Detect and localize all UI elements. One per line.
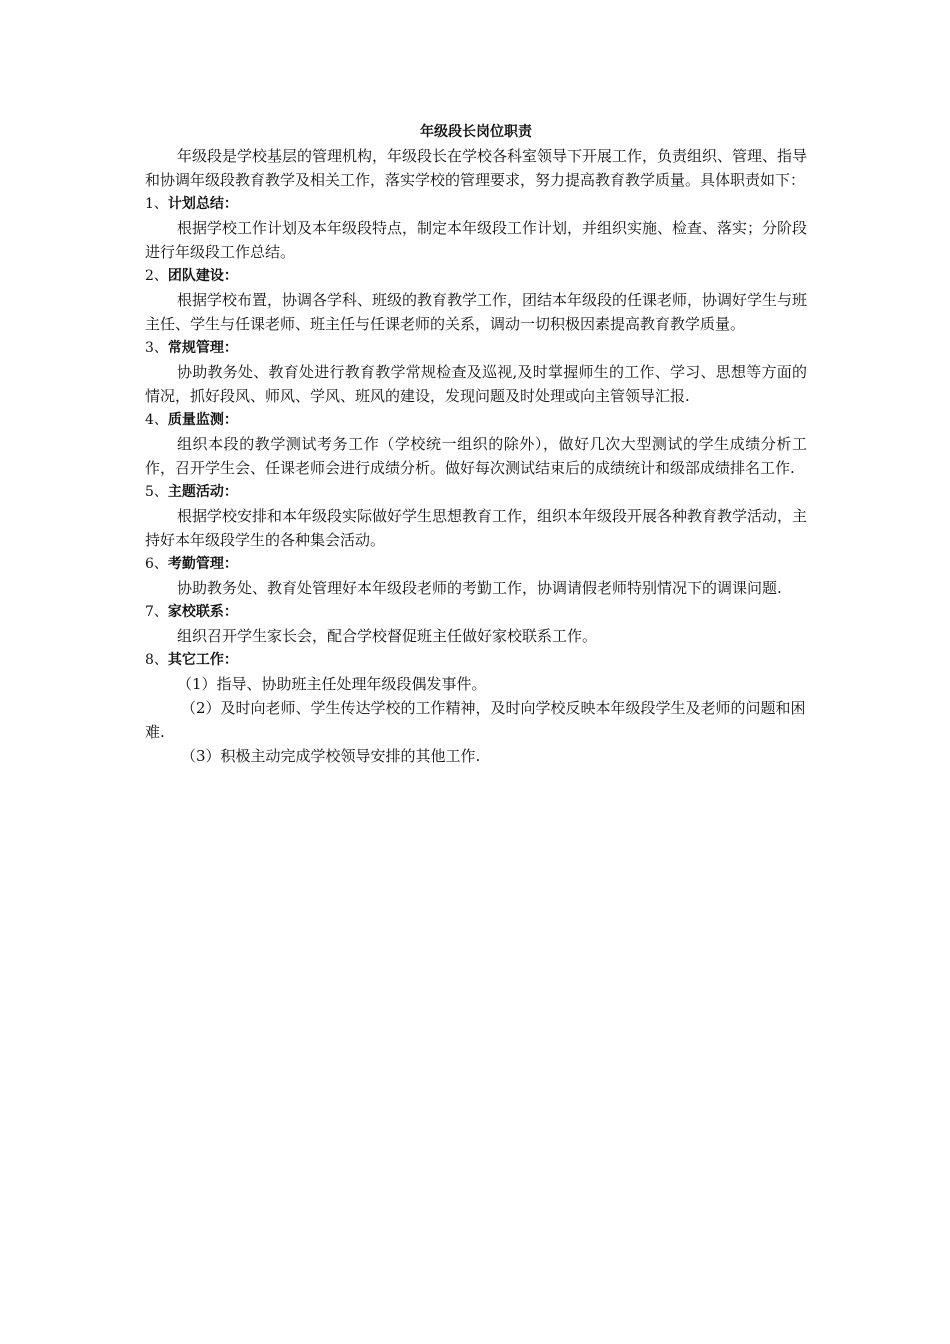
list-item: （3）积极主动完成学校领导安排的其他工作. <box>181 747 481 765</box>
section-heading <box>145 264 807 288</box>
section-title: 主题活动： <box>167 484 238 500</box>
intro-paragraph: 年级段是学校基层的管理机构，年级段长在学校各科室领导下开展工作，负责组织、管理、指导和协调年级段教育教学及相关工作，落实学校的管理要求，努力提高教育教学质量。具体职责如下： <box>145 147 808 189</box>
section-body: 协助教务处、教育处管理好本年级段老师的考勤工作，协调请假老师特别情况下的调课问题. <box>177 579 782 597</box>
section-team-building <box>145 264 807 336</box>
section-body: 组织本段的教学测试考务工作（学校统一组织的除外），做好几次大型测试的学生成绩分析工作，召开学生会、任课老师会进行成绩分析。做好每次测试结束后的成绩统计和级部成绩排名工作. <box>145 435 807 477</box>
document-title: 年级段长岗位职责 <box>420 124 532 140</box>
section-attendance-management <box>145 552 807 600</box>
section-number: 2、 <box>145 268 168 284</box>
section-routine-management <box>145 336 807 408</box>
section-title: 团队建设： <box>167 268 238 284</box>
section-title: 计划总结： <box>167 196 238 212</box>
section-number: 1、 <box>145 196 168 212</box>
section-heading <box>145 648 807 672</box>
section-heading <box>145 480 807 504</box>
section-number: 8、 <box>145 652 168 668</box>
section-heading <box>145 336 807 360</box>
section-heading <box>145 192 807 216</box>
section-heading <box>145 600 807 624</box>
section-heading <box>145 408 807 432</box>
section-number: 3、 <box>145 340 168 356</box>
section-title: 质量监测： <box>167 412 238 428</box>
list-item: （2）及时向老师、学生传达学校的工作精神，及时向学校反映本年级段学生及老师的问题和困难. <box>145 699 806 741</box>
section-body: 协助教务处、教育处进行教育教学常规检查及巡视,及时掌握师生的工作、学习、思想等方面的情况，抓好段风、师风、学风、班风的建设，发现问题及时处理或向主管领导汇报. <box>145 363 807 405</box>
section-title: 常规管理： <box>167 340 238 356</box>
section-body: 根据学校安排和本年级段实际做好学生思想教育工作，组织本年级段开展各种教育教学活动，主持好本年级段学生的各种集会活动。 <box>145 507 808 549</box>
section-home-school-contact <box>145 600 807 648</box>
section-other-work <box>145 648 807 768</box>
section-heading <box>145 552 807 576</box>
section-quality-monitoring <box>145 408 807 480</box>
list-item: （1）指导、协助班主任处理年级段偶发事件。 <box>177 675 487 693</box>
section-title: 家校联系： <box>167 604 238 620</box>
section-number: 6、 <box>145 556 168 572</box>
section-number: 4、 <box>145 412 168 428</box>
section-title: 其它工作： <box>167 652 238 668</box>
section-plan-summary <box>145 192 807 264</box>
section-number: 7、 <box>145 604 168 620</box>
section-body: 根据学校布置，协调各学科、班级的教育教学工作，团结本年级段的任课老师，协调好学生与班主任、学生与任课老师、班主任与任课老师的关系，调动一切积极因素提高教育教学质量。 <box>145 291 808 333</box>
section-number: 5、 <box>145 484 168 500</box>
section-theme-activities <box>145 480 807 552</box>
section-body: 根据学校工作计划及本年级段特点，制定本年级段工作计划，并组织实施、检查、落实；分阶段进行年级段工作总结。 <box>145 219 808 261</box>
section-title: 考勤管理： <box>167 556 238 572</box>
section-body: 组织召开学生家长会，配合学校督促班主任做好家校联系工作。 <box>177 627 598 645</box>
document-page <box>145 120 807 768</box>
